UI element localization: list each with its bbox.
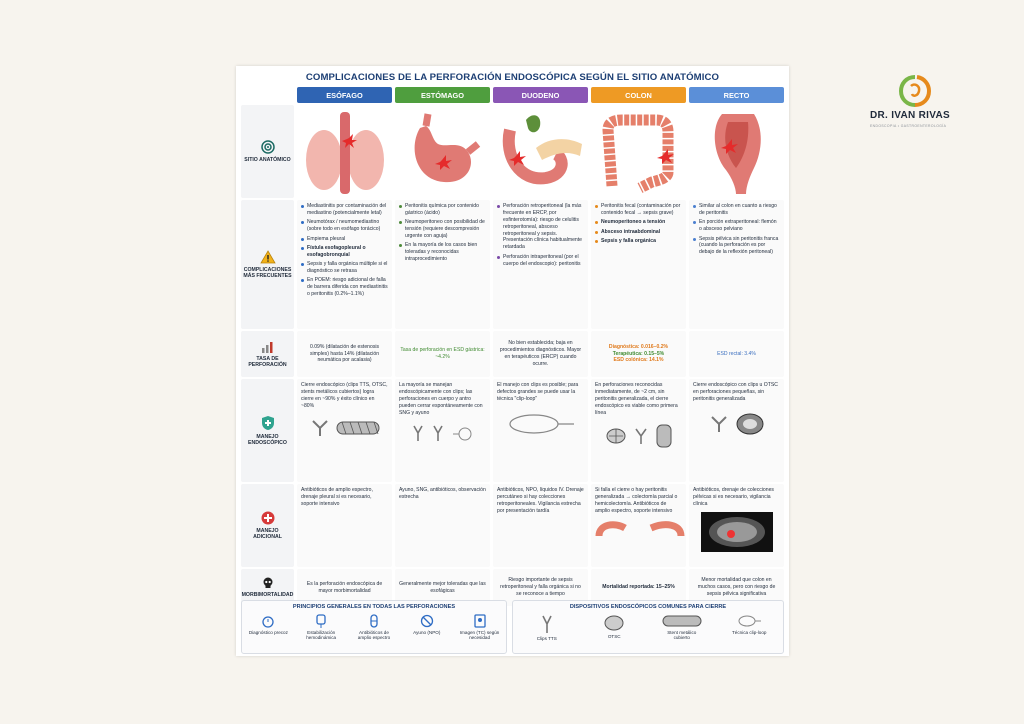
list-item: Perforación retroperitoneal (la más frecuente en ERCP, por esfinterotomía): riesgo de celulitis retroperitoneal, absceso retroperitoneal y sepsis. Presentación clínica habitualmente retardada [497,203,584,251]
list-item: En la mayoría de los casos bien toleradas y reconocidas intraprocedimiento [399,242,486,263]
row-label-manejo-endo [241,379,294,482]
clip-icon [411,424,425,442]
first-aid-icon [261,511,275,525]
brand-logo-icon [898,74,932,108]
tasa-text: No bien establecida; baja en procedimientos diagnósticos. Mayor en terapéuticos (ERCP) cuando ocurre. [499,340,582,367]
manejo-adicional-colon [591,484,686,567]
clip-loop-icon [506,411,576,437]
colon-illustration [591,105,686,198]
tasa-text: Tasa de perforación en ESD gástrica: ~4.2% [400,347,485,360]
manejo-adicional-text: Antibióticos, NPO, líquidos IV. Drenaje percutáneo si hay colecciones retroperitoneales. Vigilancia estrecha por presentación tardía [497,487,584,514]
row-label-complicaciones [241,200,294,329]
row-label-manejo-endo-text: MANEJO ENDOSCÓPICO [248,434,287,446]
tasa-estomago [395,331,490,377]
list-item: Absceso intraabdominal [595,229,682,236]
manejo-adicional-estomago [395,484,490,567]
rectum-illustration [689,105,784,198]
footer-item-label: Antibióticos de amplio espectro [357,630,391,640]
infographic-sheet [236,66,789,656]
column-header-colon: COLON [591,87,686,103]
column-header-duodeno: DUODENO [493,87,588,103]
manejo-endo-colon [591,379,686,482]
list-item: Similar al colon en cuanto a riesgo de peritonitis [693,203,780,217]
manejo-endo-text: La mayoría se manejan endoscópicamente con clips; las perforaciones en cuerpo y antro pueden cerrar espontáneamente con SNG y ayuno [399,382,483,416]
row-label-tasa [241,331,294,377]
row-label-sitio [241,105,294,198]
manejo-adicional-text: Antibióticos de amplio espectro, drenaje pleural si es necesario, soporte intensivo [301,487,373,507]
duodenum-illustration [493,105,588,198]
list-item: Peritonitis fecal (contaminación por contenido fecal → sepsis grave) [595,203,682,217]
manejo-endo-duodeno [493,379,588,482]
tasa-recto [689,331,784,377]
footer-dispositivos-title: DISPOSITIVOS ENDOSCÓPICOS COMUNES PARA CIERRE [569,604,727,610]
list-item [592,614,636,641]
list-item [405,614,449,640]
complicaciones-estomago [395,200,490,329]
tasa-text: 0.09% (dilatación de estenosis simples) hasta 14% (dilatación neumática por acalasia) [309,343,380,364]
row-label-complicaciones-text: COMPLICACIONES MÁS FRECUENTES [243,267,292,279]
clip-icon [540,614,554,634]
footer-principios-title: PRINCIPIOS GENERALES EN TODAS LAS PERFORACIONES [292,604,456,610]
tasa-colon-esd: ESD colónica: 14.1% [613,357,664,364]
tasa-duodeno [493,331,588,377]
footer-dispositivos [512,600,784,654]
footer-item-label: Ayuno (NPO) [413,630,441,635]
tasa-colon-diag: Diagnóstica: 0.016–0.2% [608,343,669,350]
manejo-adicional-esofago [297,484,392,567]
tools-row [399,424,486,442]
column-header-recto: RECTO [689,87,784,103]
list-item: Mediastinitis por contaminación del mediastino (potencialmente letal) [301,203,388,217]
brand-name: DR. IVAN RIVAS [870,110,950,121]
list-item: Fístula esofagopleural o esofagobronquial [301,245,388,259]
list-item: Sepsis y falla orgánica [595,238,682,245]
complicaciones-duodeno [493,200,588,329]
shield-icon [261,415,275,431]
list-item [246,614,290,640]
iv-bag-icon [314,614,328,628]
clip-icon [431,424,445,442]
footer-principios [241,600,507,654]
duodenum-image [496,108,586,196]
ng-tube-icon [451,424,475,442]
morbimortalidad-text: Generalmente mejor toleradas que las esofágicas [399,580,486,594]
tasa-esofago [297,331,392,377]
morbimortalidad-text: Mortalidad reportada: 15–25% [602,584,675,591]
row-label-morbimortalidad-text: MORBIMORTALIDAD [241,592,294,598]
otsc-icon [603,614,625,632]
manejo-endo-recto [689,379,784,482]
list-item: Empiema pleural [301,236,388,243]
stomach-illustration [395,105,490,198]
manejo-adicional-text: Si falla el cierre o hay peritonitis generalizada → colectomía parcial o hemicolectomía. Antibióticos de amplio espectro, soporte intensivo [595,487,678,514]
column-header-esofago: ESÓFAGO [297,87,392,103]
complicaciones-esofago [297,200,392,329]
ct-scan-image [701,512,773,552]
tasa-colon-ter: Terapéutica: 0.15–5% [612,350,665,357]
list-item: Perforación intraperitoneal (por el cuerpo del endoscopio): peritonitis [497,254,584,268]
list-item: Peritonitis química por contenido gástrico (ácido) [399,203,486,217]
manejo-endo-esofago [297,379,392,482]
colon-image [594,108,684,196]
clip-icon [310,418,330,438]
grid-corner [241,87,294,103]
morbimortalidad-text: Riesgo importante de sepsis retroperitoneal y falla orgánica si no se reconoce a tiempo [500,577,581,597]
rectum-image [692,108,782,196]
morbimortalidad-text: Es la perforación endoscópica de mayor morbimortalidad [306,580,383,594]
warning-icon [260,250,276,264]
list-item: En porción extraperitoneal: flemón o absceso pelviano [693,219,780,233]
complicaciones-recto [689,200,784,329]
tasa-colon [591,331,686,377]
list-item: Neumoperitoneo con posibilidad de tensión (requiere descompresión urgente con aguja) [399,219,486,240]
footer-item-label: Técnica clip-loop [732,630,767,635]
list-item: En POEM: riesgo adicional de falla de barrera diferida con mediastinitis o peritonitis (0.2%–1.1%) [301,277,388,298]
list-item [458,614,502,640]
stent-icon [336,420,380,436]
tasa-text: ESD rectal: 3.4% [717,350,756,357]
footer-dispositivos-items [513,614,783,641]
page-title: COMPLICACIONES DE LA PERFORACIÓN ENDOSCÓPICA SEGÚN EL SITIO ANATÓMICO [305,72,720,83]
esophagus-lungs-image [300,108,390,196]
target-icon [261,140,275,154]
list-item [525,614,569,641]
manejo-endo-text: En perforaciones reconocidas inmediatamente, de ~2 cm, sin peritonitis generalizada, el cierre endoscópico es viable como primera línea [595,382,678,416]
tools-row [301,418,388,438]
manejo-adicional-duodeno [493,484,588,567]
list-item [352,614,396,640]
esophagus-illustration [297,105,392,198]
tools-row [497,411,584,437]
list-item [727,614,771,641]
footer-item-label: Clips TTS [536,636,557,641]
pills-icon [367,614,381,628]
list-item [660,614,704,641]
row-label-manejo-adicional [241,484,294,567]
footer-item-label: Diagnóstico precoz [248,630,288,635]
list-item: Neumotórax / neumomediastino (sobre todo en esófago torácico) [301,219,388,233]
manejo-endo-text: El manejo con clips es posible; para defectos grandes se puede usar la técnica "clip-loop" [497,382,579,402]
complicaciones-colon [591,200,686,329]
otsc-icon [605,426,627,446]
row-label-tasa-text: TASA DE PERFORACIÓN [248,355,287,368]
otsc-icon [735,411,765,437]
brand-subtitle: ENDOSCOPIA • GASTROENTEROLOGÍA [870,124,947,128]
list-item: Sepsis pélvica sin peritonitis franca (cuando la perforación es por debajo de la reflexión peritoneal) [693,236,780,257]
manejo-adicional-recto [689,484,784,567]
stomach-image [398,108,488,196]
manejo-endo-text: Cierre endoscópico (clips TTS, OTSC, stents metálicos cubiertos) logra cierre en ~90% y éxito clínico en ~80% [301,382,388,409]
tools-row [693,411,780,437]
morbimortalidad-text: Menor mortalidad que colon en muchos casos, pero con riesgo de sepsis pélvica significativa [697,577,776,597]
footer-item-label: Imagen (TC) según necesidad [459,630,500,640]
row-label-sitio-text: SITIO ANATÓMICO [244,157,291,163]
manejo-adicional-text: Ayuno, SNG, antibióticos, observación estrecha [399,487,486,500]
footer-item-label: OTSC [607,634,621,639]
column-header-estomago: ESTÓMAGO [395,87,490,103]
ct-imaging-icon [473,614,487,628]
comparison-grid [241,87,784,606]
stent-icon [655,424,673,448]
manejo-endo-text: Cierre endoscópico con clips u OTSC en perforaciones pequeñas, sin peritonitis generalizada [693,382,778,402]
colon-resection-image [595,518,685,540]
chart-icon [261,341,275,353]
skull-icon [262,577,274,589]
footer-item-label: Estabilización hemodinámica [306,630,337,640]
footer-item-label: Stent metálico cubierto [667,630,697,640]
clip-loop-icon [737,614,761,628]
list-item [299,614,343,640]
manejo-adicional-text: Antibióticos, drenaje de colecciones pélvicas si es necesario, vigilancia clínica [693,487,774,507]
list-item: Sepsis y falla orgánica múltiple si el diagnóstico se retrasa [301,261,388,275]
fasting-icon [420,614,434,628]
row-label-manejo-adicional-text: MANEJO ADICIONAL [253,528,282,540]
stent-icon [662,614,702,628]
clip-icon [709,414,729,434]
stopwatch-icon [261,614,275,628]
clip-icon [633,426,649,446]
manejo-endo-estomago [395,379,490,482]
footer-principios-items [242,614,506,640]
tools-row [595,424,682,448]
list-item: Neumoperitoneo a tensión [595,219,682,226]
